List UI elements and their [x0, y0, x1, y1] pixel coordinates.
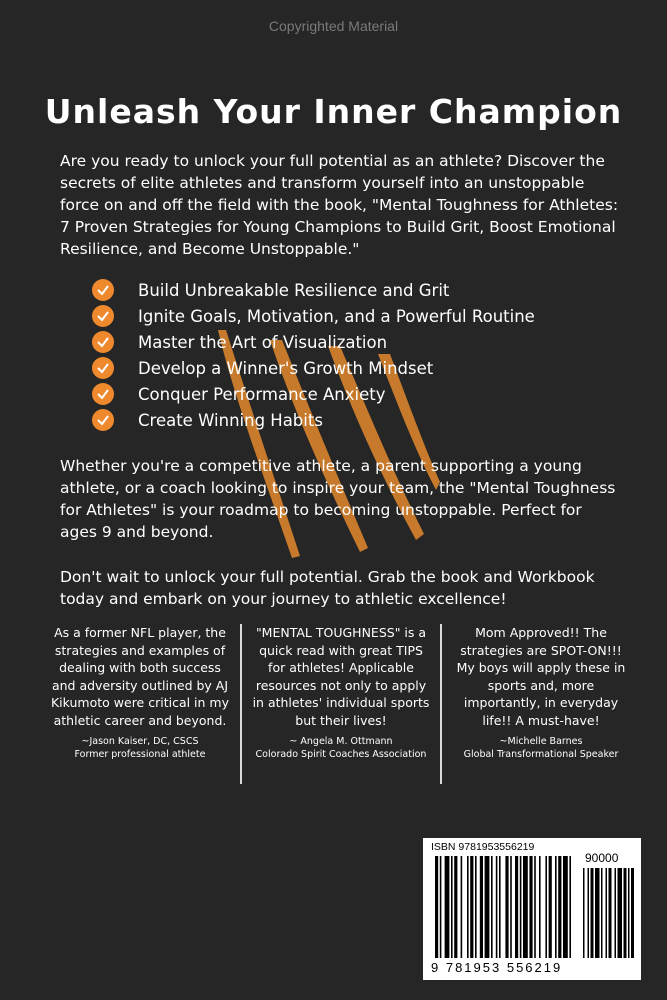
benefit-label: Conquer Performance Anxiety	[138, 384, 386, 404]
benefit-item	[92, 407, 612, 433]
barcode-digits: 9 781953 556219	[431, 960, 563, 975]
barcode-bar	[539, 856, 541, 958]
barcode-bar	[475, 856, 477, 958]
barcode-bar	[510, 856, 512, 958]
barcode-addon-bar	[606, 868, 608, 958]
benefit-label: Build Unbreakable Resilience and Grit	[138, 280, 450, 300]
benefit-item	[92, 329, 612, 355]
benefit-list	[92, 277, 612, 433]
barcode-addon-bar	[618, 868, 623, 958]
barcode-bar	[440, 856, 442, 958]
barcode-icon	[423, 838, 641, 980]
barcode-bar	[451, 856, 453, 958]
barcode-bar	[569, 856, 571, 958]
testimonial-name: ~Michelle Barnes	[499, 736, 583, 747]
benefit-item	[92, 355, 612, 381]
barcode-bar	[520, 856, 522, 958]
benefit-label: Ignite Goals, Motivation, and a Powerful Routine	[138, 306, 535, 326]
barcode-addon-bar	[583, 868, 585, 958]
check-circle-icon	[92, 383, 114, 405]
barcode-addon-bar	[631, 868, 634, 958]
barcode-bar	[480, 856, 483, 958]
barcode-bar	[499, 856, 501, 958]
headline: Unleash Your Inner Champion	[44, 92, 623, 131]
barcode-bar	[496, 856, 498, 958]
benefit-label: Create Winning Habits	[138, 410, 323, 430]
barcode-bar	[491, 856, 493, 958]
testimonial	[240, 624, 442, 784]
testimonial-role: Former professional athlete	[74, 749, 206, 760]
call-to-action-paragraph: Don't wait to unlock your full potential. Grab the book and Workbook today and embark on your journey to athletic excellence!	[60, 568, 595, 608]
barcode-bar	[454, 856, 457, 958]
testimonial-quote: As a former NFL player, the strategies and examples of dealing with both success and adversity outlined by AJ Kikumoto were critical in my athletic career and beyond.	[50, 625, 229, 728]
testimonial-name: ~ Angela M. Ottmann	[289, 736, 393, 747]
barcode-bar	[435, 856, 438, 958]
check-circle-icon	[92, 331, 114, 353]
barcode-bar	[523, 856, 528, 958]
barcode-box	[423, 838, 641, 980]
barcode-addon-bar	[624, 868, 627, 958]
testimonial	[442, 624, 640, 784]
barcode-bar	[558, 856, 561, 958]
benefit-item	[92, 303, 612, 329]
testimonial-role: Colorado Spirit Coaches Association	[255, 749, 427, 760]
benefit-item	[92, 381, 612, 407]
barcode-bar	[545, 856, 547, 958]
barcode-addon-bar	[588, 868, 590, 958]
barcode-addon-bar	[609, 868, 612, 958]
barcode-bar	[467, 856, 469, 958]
check-circle-icon	[92, 279, 114, 301]
barcode-bar	[515, 856, 518, 958]
testimonial-role: Global Transformational Speaker	[463, 749, 619, 760]
barcode-bar	[505, 856, 508, 958]
check-circle-icon	[92, 409, 114, 431]
barcode-addon-bar	[591, 868, 594, 958]
barcode-bar	[461, 856, 463, 958]
benefit-item	[92, 277, 612, 303]
barcode-addon-bar	[615, 868, 617, 958]
check-circle-icon	[92, 305, 114, 327]
testimonial-name: ~Jason Kaiser, DC, CSCS	[81, 736, 199, 747]
benefit-label: Develop a Winner's Growth Mindset	[138, 358, 434, 378]
intro-paragraph: Are you ready to unlock your full potential as an athlete? Discover the secrets of elite athletes and transform yourself into an unstoppable force on and off the field with the book, "Mental Toughness for Athletes: 7 Proven Strategies for Young Champions to Build Grit, Boost Emotional Resilience, and Become Unstoppable."	[60, 152, 619, 258]
benefit-label: Master the Art of Visualization	[138, 332, 388, 352]
price-code: 90000	[585, 851, 619, 865]
barcode-bar	[563, 856, 568, 958]
barcode-addon-bar	[628, 868, 630, 958]
barcode-addon-bar	[601, 868, 603, 958]
barcode-bar	[534, 856, 536, 958]
barcode-bar	[549, 856, 552, 958]
check-circle-icon	[92, 357, 114, 379]
barcode-addon-bar	[595, 868, 600, 958]
testimonial-quote: Mom Approved!! The strategies are SPOT-ON!!! My boys will apply these in sports and, more importantly, in everyday life!! A must-have!	[456, 625, 626, 728]
watermark: Copyrighted Material	[268, 18, 399, 34]
audience-paragraph: Whether you're a competitive athlete, a parent supporting a young athlete, or a coach looking to inspire your team, the "Mental Toughness for Athletes" is your roadmap to becoming unstoppable. Perfect for ages 9 and beyond.	[60, 457, 616, 541]
barcode-bar	[445, 856, 450, 958]
testimonials	[40, 624, 640, 784]
testimonial-quote: "MENTAL TOUGHNESS" is a quick read with great TIPS for athletes! Applicable resources not only to apply in athletes' individual sports but their lives!	[252, 625, 430, 728]
testimonial	[40, 624, 240, 784]
barcode-bar	[555, 856, 557, 958]
barcode-bar	[529, 856, 532, 958]
barcode-bar	[485, 856, 490, 958]
barcode-bar	[470, 856, 473, 958]
isbn-label: ISBN 9781953556219	[431, 841, 535, 853]
